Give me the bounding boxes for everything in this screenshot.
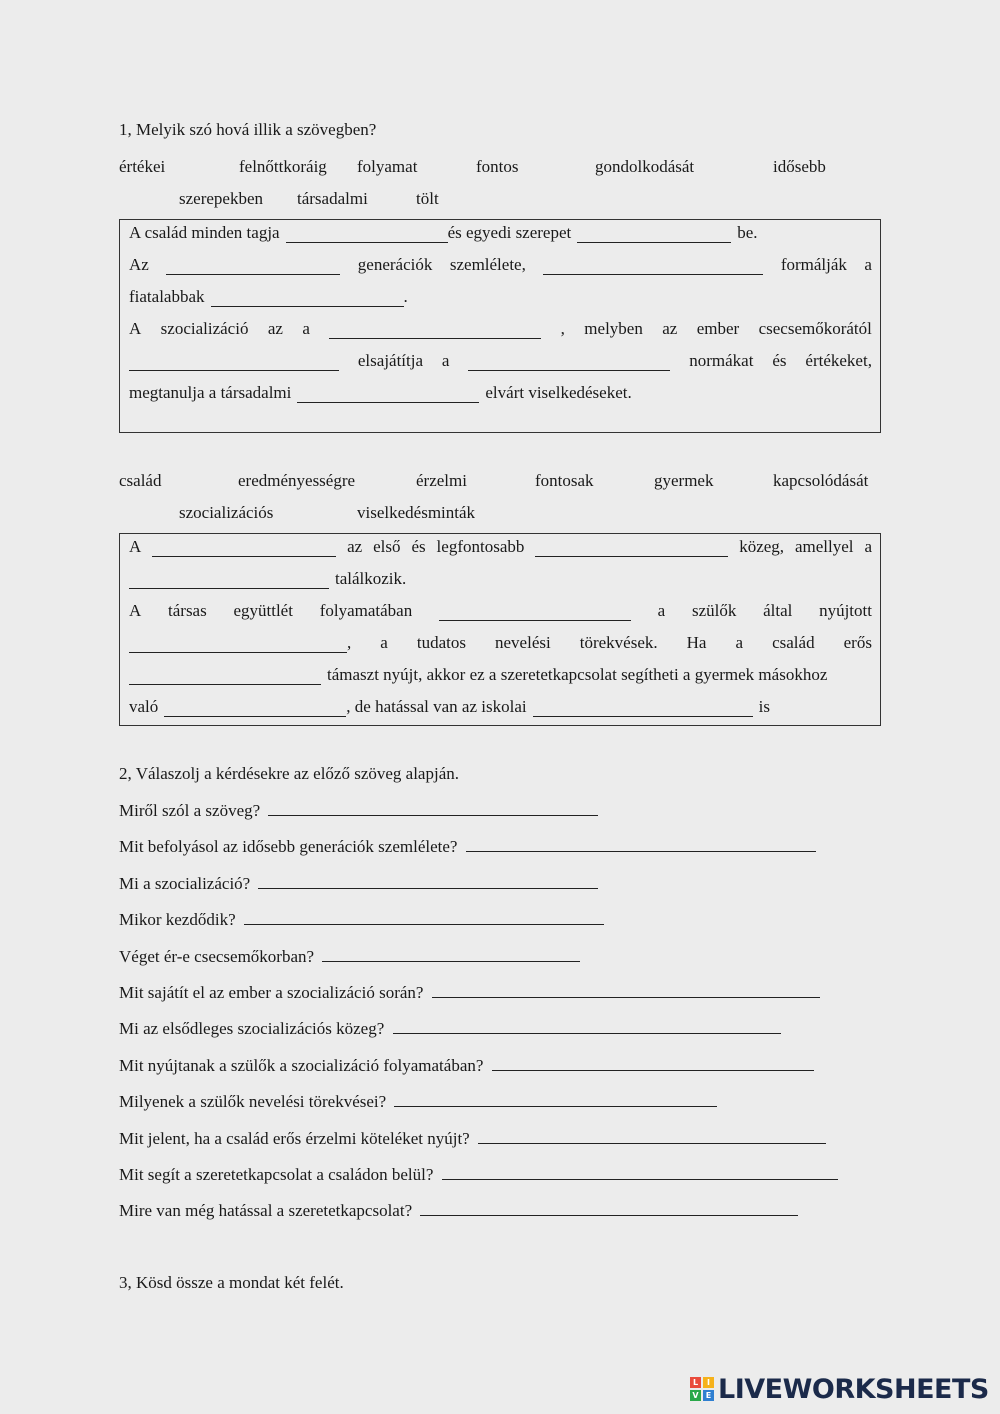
box1-line-5: elsajátítja a normákat és értékeket,: [129, 349, 872, 371]
logo-tile: V: [690, 1390, 701, 1401]
box1-line-2: Az generációk szemlélete, formálják a: [129, 255, 872, 274]
box2-line-1: A az első és legfontosabb közeg, amellyel a: [129, 537, 872, 556]
bank-word[interactable]: viselkedésminták: [357, 503, 476, 522]
blank-input[interactable]: [329, 323, 541, 339]
question-row: Mit nyújtanak a szülők a szocializáció folyamatában?: [119, 1055, 814, 1076]
bank-word[interactable]: szocializációs: [179, 503, 274, 522]
bank-word[interactable]: idősebb: [773, 157, 826, 176]
bank-word[interactable]: eredményességre: [238, 471, 356, 490]
box2-line-2: találkozik.: [129, 567, 872, 589]
blank-input[interactable]: [439, 605, 631, 621]
blank-input[interactable]: [543, 259, 763, 275]
word-bank-2-row-1: [119, 471, 881, 493]
bank-word[interactable]: felnőttkoráig: [239, 157, 327, 176]
bank-word[interactable]: fontosak: [535, 471, 594, 490]
answer-input[interactable]: [393, 1018, 781, 1034]
blank-input[interactable]: [533, 701, 753, 717]
question-row: Mit befolyásol az idősebb generációk szemlélete?: [119, 836, 816, 857]
blank-input[interactable]: [129, 573, 329, 589]
blank-input[interactable]: [166, 259, 340, 275]
question-row: Mit segít a szeretetkapcsolat a családon belül?: [119, 1164, 838, 1185]
blank-input[interactable]: [129, 669, 321, 685]
box2-line-3: A társas együttlét folyamatában a szülők által nyújtott: [129, 601, 872, 620]
bank-word[interactable]: társadalmi: [297, 189, 368, 208]
word-bank-2-row-2: [119, 503, 881, 525]
box1-line-3: fiatalabbak .: [129, 287, 408, 306]
box1-line-4: A szocializáció az a , melyben az ember csecsemőkorától: [129, 319, 872, 338]
bank-word[interactable]: tölt: [416, 189, 439, 208]
question-row: Mi az elsődleges szocializációs közeg?: [119, 1018, 781, 1039]
logo-tile: E: [703, 1390, 714, 1401]
blank-input[interactable]: [164, 701, 346, 717]
answer-input[interactable]: [258, 873, 598, 889]
question-row: Mit jelent, ha a család erős érzelmi köteléket nyújt?: [119, 1128, 826, 1149]
word-bank-1-row-1: [119, 157, 881, 179]
liveworksheets-logo: [690, 1372, 989, 1406]
bank-word[interactable]: érzelmi: [416, 471, 467, 490]
answer-input[interactable]: [478, 1128, 826, 1144]
logo-mark-icon: [690, 1377, 714, 1401]
exercise-2-title: 2, Válaszolj a kérdésekre az előző szöveg alapján.: [119, 764, 459, 783]
blank-input[interactable]: [129, 355, 339, 371]
exercise-3-title: 3, Kösd össze a mondat két felét.: [119, 1273, 344, 1292]
answer-input[interactable]: [492, 1055, 814, 1071]
question-row: Mikor kezdődik?: [119, 909, 604, 930]
answer-input[interactable]: [466, 836, 816, 852]
box2-line-6: való , de hatással van az iskolai is: [129, 697, 770, 716]
answer-input[interactable]: [420, 1200, 798, 1216]
exercise-1-title: 1, Melyik szó hová illik a szövegben?: [119, 120, 377, 139]
bank-word[interactable]: fontos: [476, 157, 519, 176]
logo-tile: I: [703, 1377, 714, 1388]
bank-word[interactable]: család: [119, 471, 162, 490]
bank-word[interactable]: gondolkodását: [595, 157, 695, 176]
question-row: Milyenek a szülők nevelési törekvései?: [119, 1091, 717, 1112]
blank-input[interactable]: [152, 541, 336, 557]
question-row: Mire van még hatással a szeretetkapcsolat?: [119, 1200, 798, 1221]
bank-word[interactable]: folyamat: [357, 157, 418, 176]
box2-line-4: , a tudatos nevelési törekvések. Ha a család erős: [129, 631, 872, 653]
word-bank-1-row-2: [119, 189, 881, 211]
answer-input[interactable]: [268, 800, 598, 816]
answer-input[interactable]: [322, 946, 580, 962]
bank-word[interactable]: szerepekben: [179, 189, 264, 208]
blank-input[interactable]: [211, 291, 404, 307]
blank-input[interactable]: [577, 227, 731, 243]
logo-text: LIVEWORKSHEETS: [718, 1373, 989, 1405]
blank-input[interactable]: [535, 541, 728, 557]
question-row: Mi a szocializáció?: [119, 873, 598, 894]
blank-input[interactable]: [286, 227, 448, 243]
question-row: Véget ér-e csecsemőkorban?: [119, 946, 580, 967]
bank-word[interactable]: értékei: [119, 157, 166, 176]
answer-input[interactable]: [432, 982, 820, 998]
bank-word[interactable]: gyermek: [654, 471, 714, 490]
question-row: Mit sajátít el az ember a szocializáció során?: [119, 982, 820, 1003]
answer-input[interactable]: [442, 1164, 838, 1180]
bank-word[interactable]: kapcsolódását: [773, 471, 869, 490]
logo-tile: L: [690, 1377, 701, 1388]
blank-input[interactable]: [468, 355, 670, 371]
blank-input[interactable]: [129, 637, 347, 653]
box1-line-1: A család minden tagja és egyedi szerepet be.: [129, 223, 758, 242]
blank-input[interactable]: [297, 387, 479, 403]
answer-input[interactable]: [394, 1091, 717, 1107]
answer-input[interactable]: [244, 909, 604, 925]
box1-line-6: megtanulja a társadalmi elvárt viselkedéseket.: [129, 383, 632, 402]
question-row: Miről szól a szöveg?: [119, 800, 598, 821]
box2-line-5: támaszt nyújt, akkor ez a szeretetkapcsolat segítheti a gyermek másokhoz: [129, 663, 872, 685]
